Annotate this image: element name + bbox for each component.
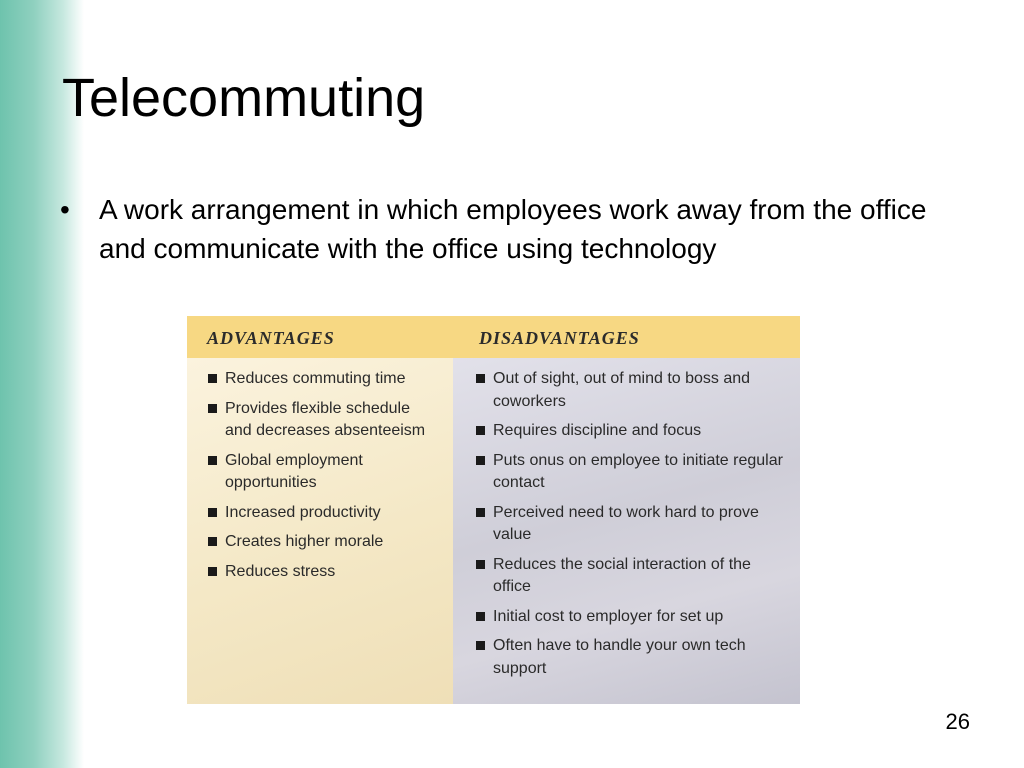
advantages-heading: ADVANTAGES [207, 328, 335, 348]
bullet-point [60, 190, 980, 268]
bullet-text: A work arrangement in which employees work away from the office and communicate with the office using technology [99, 194, 927, 264]
advantages-column [187, 358, 453, 704]
disadvantage-item: Initial cost to employer for set up [475, 606, 793, 629]
advantage-item: Provides flexible schedule and decreases absenteeism [207, 398, 441, 443]
advantage-item: Increased productivity [207, 502, 441, 525]
advantages-list [207, 368, 441, 590]
page-number: 26 [945, 709, 970, 734]
slide-title: Telecommuting [62, 68, 426, 128]
advantage-item: Global employment opportunities [207, 450, 441, 495]
disadvantage-item: Puts onus on employee to initiate regular contact [475, 450, 793, 495]
disadvantages-heading: DISADVANTAGES [479, 328, 640, 348]
disadvantage-item: Often have to handle your own tech support [475, 635, 793, 680]
advantages-disadvantages-table [187, 316, 800, 704]
advantage-item: Reduces stress [207, 561, 441, 584]
disadvantages-column [453, 358, 800, 704]
disadvantages-list [475, 368, 793, 687]
disadvantage-item: Out of sight, out of mind to boss and coworkers [475, 368, 793, 413]
advantage-item: Creates higher morale [207, 531, 441, 554]
disadvantage-item: Requires discipline and focus [475, 420, 793, 443]
disadvantage-item: Reduces the social interaction of the office [475, 554, 793, 599]
bullet-marker: • [60, 194, 70, 225]
table-header [187, 316, 800, 358]
disadvantage-item: Perceived need to work hard to prove value [475, 502, 793, 547]
advantage-item: Reduces commuting time [207, 368, 441, 391]
